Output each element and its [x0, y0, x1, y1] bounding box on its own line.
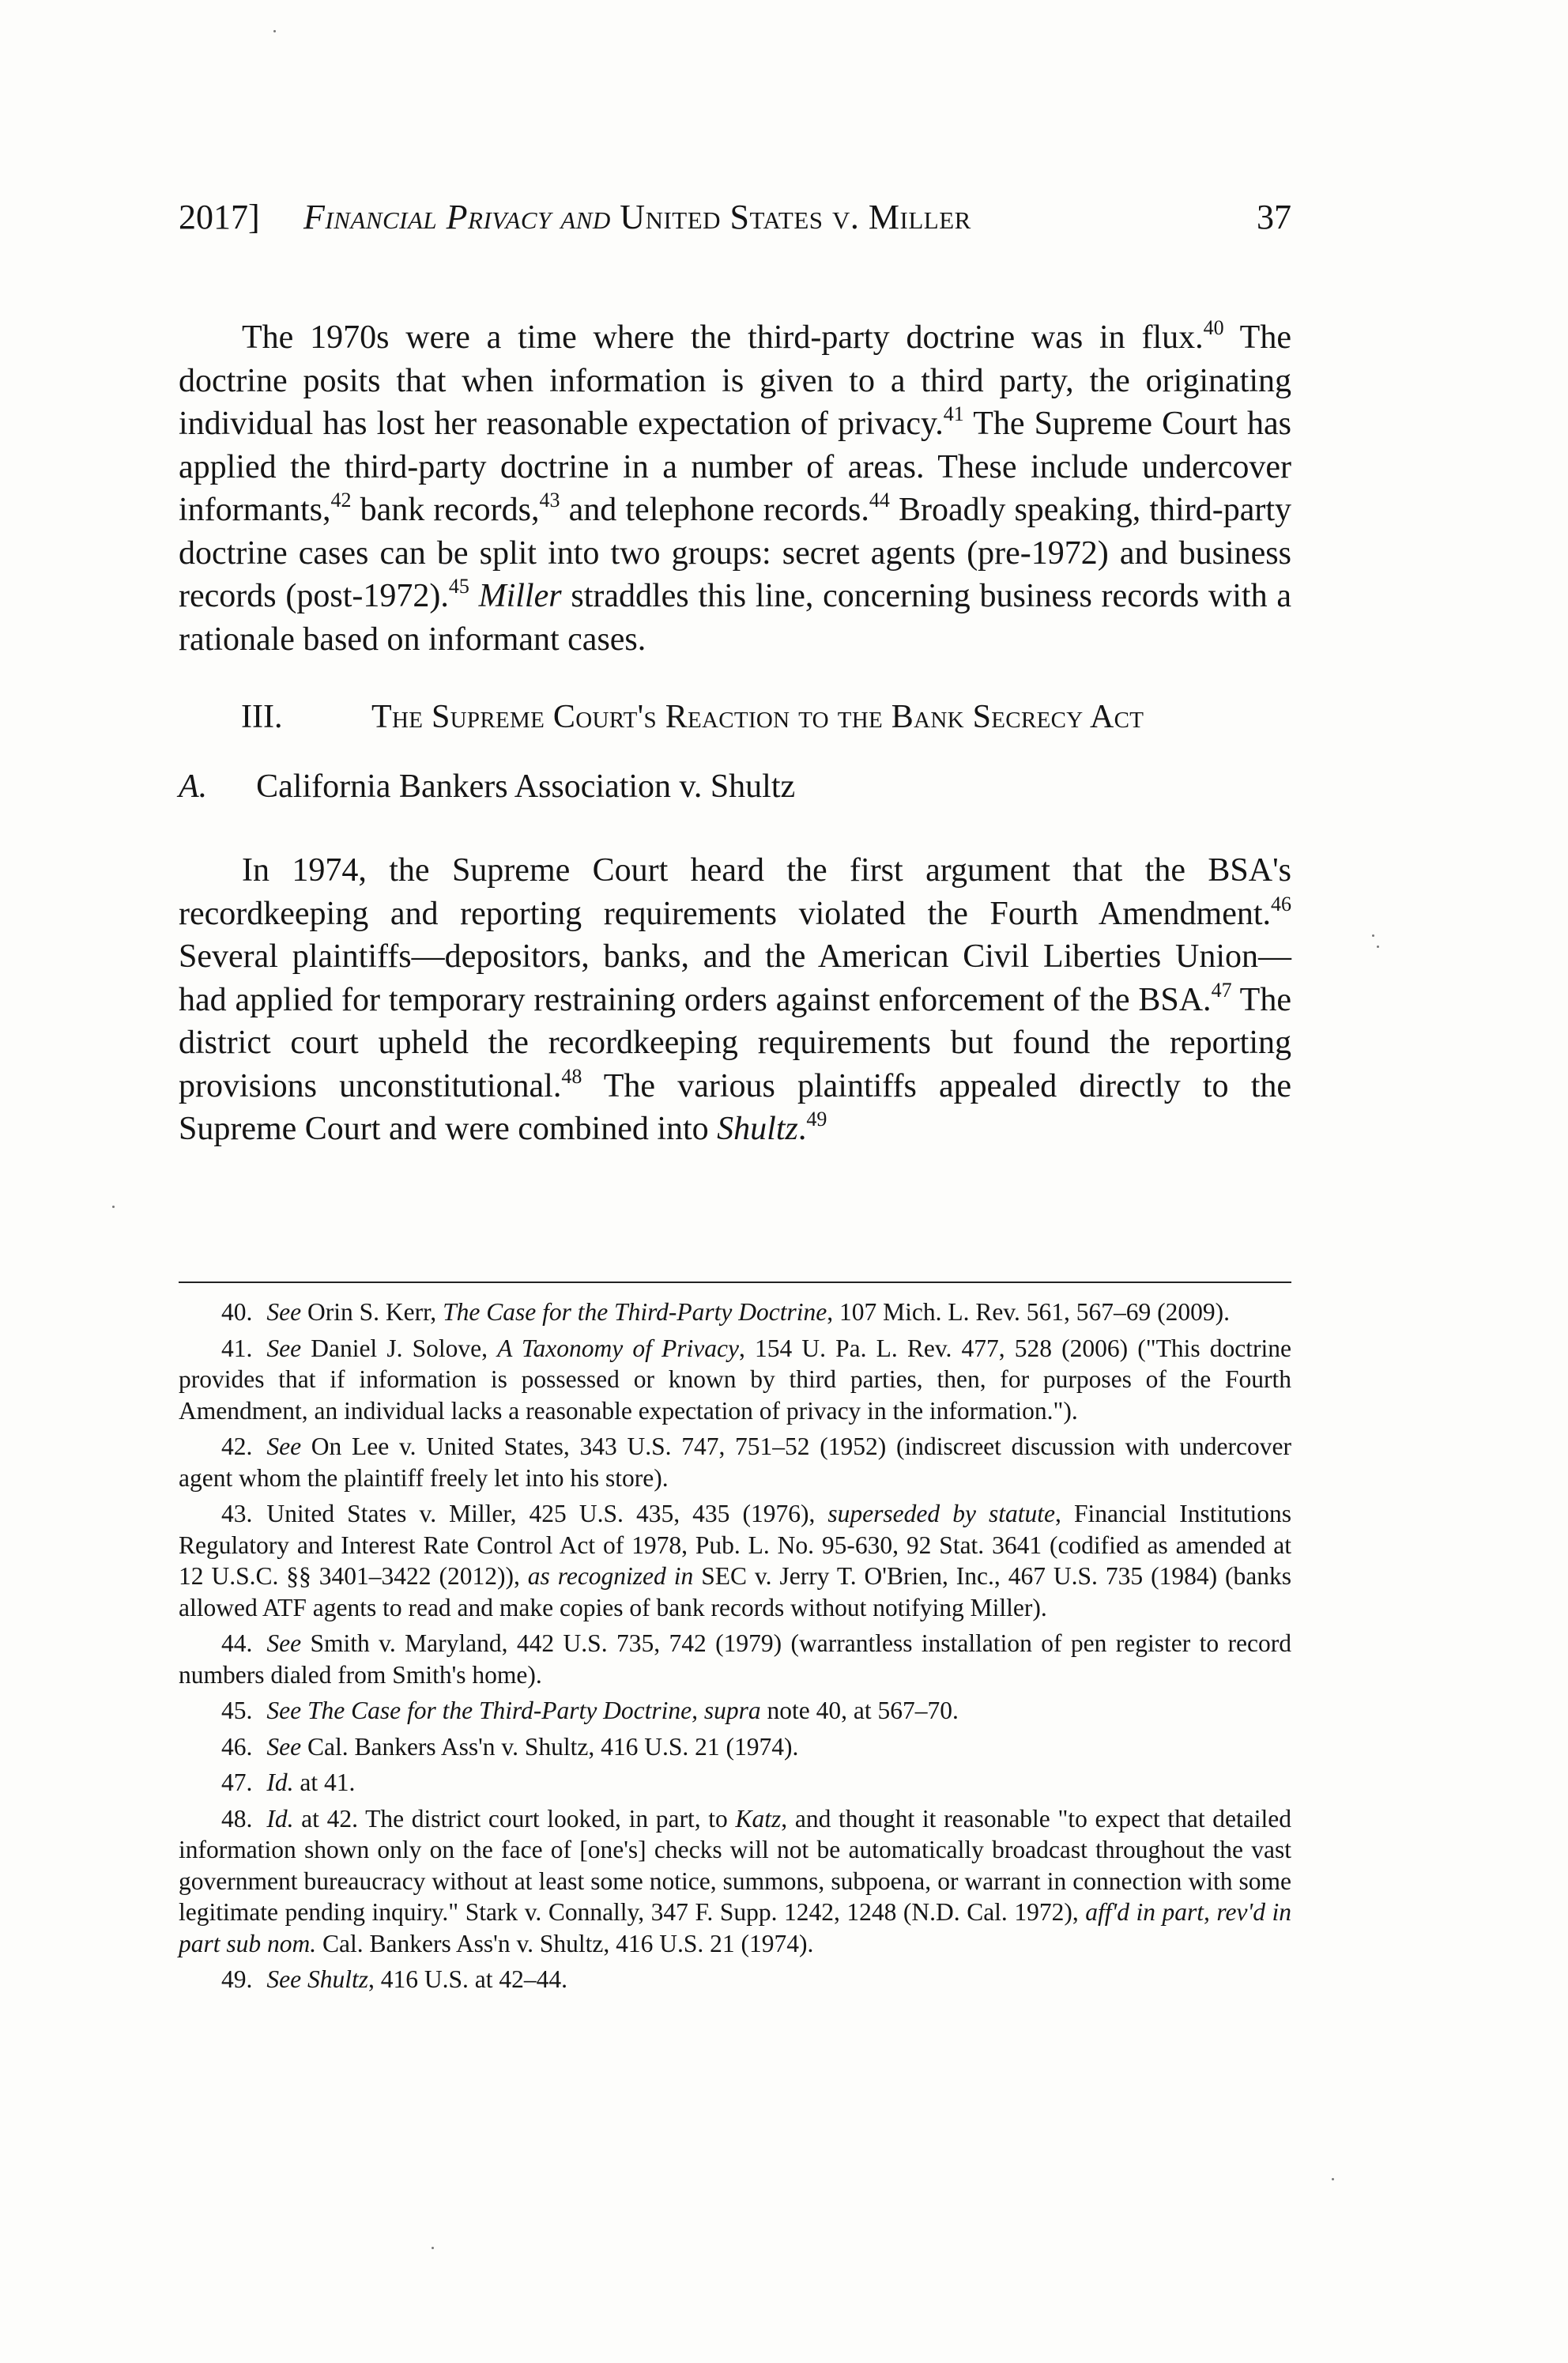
- shultz-period: .: [797, 1111, 807, 1147]
- footnote-text: , 107 Mich. L. Rev. 561, 567–69 (2009).: [827, 1298, 1231, 1326]
- footnote-text: , 154 U. Pa. L. Rev. 477, 528 (2006) ("This doctrine provides that if information is possessed or known by third parties, then, for purposes of the Fourth Amendment, an individual lacks a reasonable expectation of privacy in the information.").: [179, 1334, 1291, 1425]
- footnote-number: 49.: [221, 1965, 253, 1993]
- shultz-paragraph-block: [179, 849, 1291, 1151]
- footnote-47: [179, 1767, 1291, 1799]
- footnote-text: at 41.: [293, 1768, 356, 1796]
- footnote-text: Cal. Bankers Ass'n v. Shultz, 416 U.S. 21 (1974).: [301, 1732, 799, 1761]
- footnote-ref-42[interactable]: 42: [330, 489, 352, 511]
- shultz-text-1: In 1974, the Supreme Court heard the first argument that the BSA's recordkeeping and reporting requirements violated the Fourth Amendment.: [179, 852, 1291, 932]
- footnote-divider: [179, 1282, 1291, 1283]
- footnote-ref-49[interactable]: 49: [806, 1108, 827, 1131]
- footnote-text: On Lee v. United States, 343 U.S. 747, 751–52 (1952) (indiscreet discussion with undercover agent whom the plaintiff freely let into his store).: [179, 1433, 1291, 1492]
- footnote-ref-48[interactable]: 48: [561, 1064, 582, 1088]
- header-title-case: United States v. Miller: [620, 198, 971, 236]
- footnote-46: [179, 1731, 1291, 1763]
- page-number: 37: [1257, 198, 1291, 236]
- footnote-text: Orin S. Kerr,: [301, 1298, 443, 1326]
- footnote-45: [179, 1695, 1291, 1727]
- scan-speck: [1372, 934, 1374, 937]
- footnote-ref-43[interactable]: 43: [539, 489, 560, 511]
- subsection-letter: A.: [179, 768, 208, 805]
- signal-see: See: [266, 1732, 302, 1761]
- scan-speck: [1332, 2178, 1334, 2180]
- footnote-ref-40[interactable]: 40: [1203, 316, 1224, 339]
- shultz-text-2: Several plaintiffs—depositors, banks, and the American Civil Liberties Union—had applied for temporary restraining orders against enforcement of the BSA.: [179, 938, 1291, 1018]
- footnote-number: 46.: [221, 1732, 253, 1761]
- scan-speck: [432, 2247, 434, 2249]
- intro-paragraph: [179, 316, 1291, 661]
- header-title-italic: Financial Privacy and: [303, 198, 611, 236]
- footnote-text: , Financial Institutions Regulatory and Interest Rate Control Act of 1978, Pub. L. No. 95-630, 92 Stat. 3641 (codified as amended at 12 U.S.C. §§ 3401–3422 (2012)),: [179, 1500, 1291, 1590]
- footnote-number: 43.: [221, 1500, 253, 1527]
- footnote-text: United States v. Miller, 425 U.S. 435, 435 (1976),: [266, 1500, 828, 1527]
- signal-see: See: [266, 1298, 302, 1326]
- footnote-text: , 416 U.S. at 42–44.: [368, 1965, 567, 1993]
- miller-case-name: Miller: [478, 578, 562, 614]
- footnote-40: [179, 1297, 1291, 1328]
- signal-id: Id.: [266, 1768, 294, 1796]
- section-title: The Supreme Court's Reaction to the Bank Secrecy Act: [371, 699, 1144, 735]
- footnote-48: [179, 1803, 1291, 1960]
- footnote-ref-44[interactable]: 44: [869, 489, 890, 511]
- header-year: 2017]: [179, 198, 260, 236]
- intro-text-2: The doctrine posits that when information is given to a third party, the originating individual has lost her reasonable expectation of privacy.: [179, 319, 1291, 442]
- article-title: A Taxonomy of Privacy: [497, 1334, 739, 1362]
- footnote-ref-47[interactable]: 47: [1211, 978, 1232, 1002]
- footnote-text: note 40, at 567–70.: [760, 1697, 959, 1724]
- subsection-heading: [179, 765, 795, 808]
- shultz-paragraph: [179, 849, 1291, 1151]
- footnote-number: 48.: [221, 1804, 253, 1833]
- footnote-number: 42.: [221, 1433, 253, 1460]
- footnote-43: [179, 1498, 1291, 1623]
- scan-speck: [1377, 946, 1379, 948]
- footnote-42: [179, 1431, 1291, 1493]
- intro-paragraph-block: [179, 316, 1291, 661]
- intro-space: [469, 578, 479, 614]
- footnote-number: 45.: [221, 1697, 253, 1724]
- intro-text-1: The 1970s were a time where the third-party doctrine was in flux.: [242, 319, 1204, 356]
- footnote-number: 47.: [221, 1768, 253, 1796]
- intro-text-3: The Supreme Court has applied the third-party doctrine in a number of areas. These include undercover informants,: [179, 406, 1292, 528]
- scan-speck: [273, 30, 276, 32]
- shultz-text-3: The district court upheld the recordkeeping requirements but found the reporting provisions unconstitutional.: [179, 981, 1291, 1104]
- footnote-ref-46[interactable]: 46: [1271, 892, 1291, 915]
- signal-recognized: as recognized in: [527, 1562, 694, 1590]
- signal-see: See: [266, 1334, 302, 1362]
- intro-text-6: Broadly speaking, third-party doctrine cases can be split into two groups: secret agents (pre-1972) and business records (post-1972).: [179, 492, 1291, 614]
- footnotes-section: [179, 1297, 1291, 2000]
- intro-text-5: and telephone records.: [560, 492, 869, 528]
- signal-affd: aff'd in part, rev'd in part sub nom.: [179, 1898, 1292, 1957]
- footnote-number: 41.: [221, 1334, 253, 1362]
- signal-see: See: [266, 1433, 302, 1460]
- signal-see: See: [266, 1697, 302, 1724]
- footnote-49: [179, 1964, 1291, 1995]
- footnote-text: SEC v. Jerry T. O'Brien, Inc., 467 U.S. 735 (1984) (banks allowed ATF agents to read and make copies of bank records without notifying Miller).: [179, 1562, 1292, 1621]
- footnote-text: at 42. The district court looked, in part, to: [293, 1804, 736, 1833]
- signal-id: Id.: [266, 1804, 294, 1833]
- footnote-text: Daniel J. Solove,: [301, 1334, 498, 1362]
- footnote-44: [179, 1628, 1291, 1690]
- shultz-text-4: The various plaintiffs appealed directly to the Supreme Court and were combined into: [179, 1067, 1292, 1147]
- article-title: The Case for the Third-Party Doctrine, supra: [301, 1697, 761, 1724]
- footnote-text: , and thought it reasonable "to expect that detailed information shown only on the face of [one's] checks will not be automatically broadcast throughout the vast government bureaucracy without at least some notice, summons, subpoena, or warrant in connection with some legitimate pending inquiry." Stark v. Connally, 347 F. Supp. 1242, 1248 (N.D. Cal. 1972),: [179, 1804, 1292, 1926]
- subsection-title: California Bankers Association v. Shultz: [256, 768, 796, 805]
- header-title: [303, 196, 971, 239]
- scan-speck: [112, 1206, 115, 1208]
- intro-text-4: bank records,: [351, 492, 540, 528]
- footnote-ref-45[interactable]: 45: [448, 575, 469, 598]
- footnote-number: 44.: [221, 1629, 253, 1657]
- signal-see: See: [266, 1629, 302, 1657]
- footnote-number: 40.: [221, 1298, 253, 1326]
- signal-see: See Shultz: [266, 1965, 368, 1993]
- intro-text-7: straddles this line, concerning business records with a rationale based on informant cases.: [179, 578, 1292, 658]
- katz-case-name: Katz: [735, 1804, 782, 1833]
- footnote-text: Cal. Bankers Ass'n v. Shultz, 416 U.S. 21 (1974).: [316, 1929, 814, 1957]
- footnote-text: Smith v. Maryland, 442 U.S. 735, 742 (1979) (warrantless installation of pen register to record numbers dialed from Smith's home).: [179, 1629, 1291, 1689]
- section-number: III.: [241, 699, 283, 735]
- footnote-ref-41[interactable]: 41: [943, 402, 964, 425]
- footnote-41: [179, 1333, 1291, 1427]
- shultz-case-name: Shultz: [717, 1111, 798, 1147]
- signal-superseded: superseded by statute: [827, 1500, 1055, 1527]
- article-title: The Case for the Third-Party Doctrine: [443, 1298, 827, 1326]
